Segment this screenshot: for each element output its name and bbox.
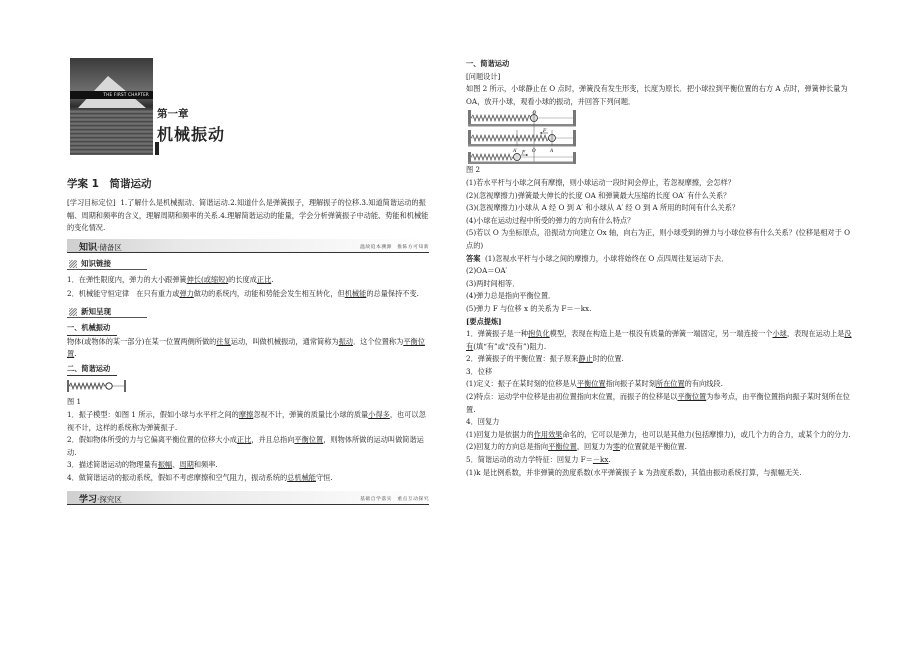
- label-o: O: [532, 111, 537, 117]
- answer-blank: 静止: [578, 354, 593, 364]
- text: (1)定义：振子在某时刻的位移是从: [466, 379, 577, 389]
- text: ，则物体所做的运动叫做简谐运动.: [67, 435, 424, 457]
- section-heading-vibration: 一、机械振动: [67, 322, 111, 332]
- answer-blank: 作用效果: [533, 429, 563, 439]
- problem-intro: 如图 2 所示，小球静止在 O 点时，弹簧没有发生形变，长度为原长．把小球拉到平衡位置的右方 A 点时，弹簧伸长量为 OA，放开小球，观看小球的振动，并回答下列问题．: [466, 84, 848, 106]
- text: 物体(或物体的某一部分)在某一位置两侧所做的: [67, 336, 217, 346]
- answer-blank: 振动: [338, 336, 353, 346]
- answer-blank: 抱负化: [528, 329, 550, 339]
- text: 做功的系统内，动能和势能会发生相互转化，但: [193, 289, 345, 299]
- shm-item-2: [67, 434, 429, 459]
- left-column: [67, 58, 429, 505]
- key-points-label: [要点提炼]: [466, 316, 502, 326]
- point-5a: (1)k 是比例系数，并非弹簧的劲度系数(水平弹簧振子 k 为劲度系数)，其值由振动系统打算，与振幅无关.: [466, 467, 802, 477]
- chapter-banner-text: THE FIRST CHAPTER: [103, 92, 149, 97]
- answer-blank: 周期: [179, 460, 194, 470]
- answer-blank: －kx: [592, 455, 609, 465]
- band-title: [79, 492, 122, 505]
- hatch-icon: [69, 260, 77, 268]
- answer-blank: 小球: [772, 329, 787, 339]
- objective-text: 1.了解什么是机械振动、简谐运动.2.知道什么是弹簧振子，理解振子的位移.3.知道简谐运动的振幅、周期和频率的含义，理解周期和频率的关系.4.理解简谐运动的能量，学会分析弹簧振子中动能、势能和机械能的变化情况.: [67, 198, 429, 233]
- answer-blank: 所在位置: [655, 379, 685, 389]
- chapter-banner: [70, 91, 153, 99]
- spring-oscillator-figure-1: [67, 380, 127, 392]
- answer-blank: 零: [612, 442, 620, 452]
- label-o2: O: [532, 149, 536, 155]
- point-3a: [466, 378, 853, 391]
- subheading-text: 新知呈现: [81, 306, 111, 316]
- text: (1)回复力是依据力的: [466, 429, 534, 439]
- shm-item-4: [67, 472, 429, 485]
- text: .: [271, 274, 274, 284]
- question-4: (4)小球在运动过程中所受的弹力的方向有什么特点？: [466, 215, 635, 225]
- point-4a: [466, 429, 853, 442]
- question-5: (5)若以 O 为坐标原点，沿振动方向建立 Ox 轴，向右为正，则小球受到的弹力与小球位移有什么关系？(位移是相对于 O 点的): [466, 228, 850, 250]
- text: .: [608, 455, 611, 465]
- answer-blank: 平衡位置: [294, 435, 324, 445]
- chapter-title: 机械振动: [157, 125, 226, 144]
- text: 的位置就是平衡位置.: [619, 442, 687, 452]
- answer-blank: 总机械能: [287, 472, 316, 482]
- band-title-sub: ·探究区: [97, 494, 122, 504]
- text: 的长度成: [228, 274, 257, 284]
- text: (2)特点：运动学中位移是由初位置指向末位置，而振子的位移是以: [466, 392, 678, 402]
- link-item-2: [67, 288, 429, 301]
- answer-blank: 伸长(或缩短): [186, 274, 229, 284]
- answer-5: (5)弹力 F 与位移 x 的关系为 F＝－kx.: [466, 303, 592, 313]
- text: 1．在弹性限度内，弹力的大小跟弹簧: [67, 274, 187, 284]
- learning-objective: [67, 197, 429, 235]
- text: (2)回复力的方向总是指向: [466, 442, 549, 452]
- question-2: (2)(忽视摩擦力)弹簧最大伸长的长度 OA 和弹簧最大压缩的长度 OA′ 有什么关系？: [466, 190, 731, 200]
- figure-2-caption: 图 2: [466, 165, 481, 175]
- point-4: 4．回复力: [466, 417, 500, 427]
- answer-2: (2)OA＝OA′: [466, 266, 508, 276]
- text: 命名的，它可以是弹力，也可以是其他力(包括摩擦力)，或几个力的合力，或某个力的分力.: [562, 429, 851, 439]
- answer-blank: 平衡位置: [67, 336, 425, 359]
- figure-1-caption: 图 1: [67, 397, 82, 407]
- text: 2．弹簧振子的平衡位置：振子原来: [466, 354, 579, 364]
- study-band: [67, 491, 429, 505]
- answer-1: [466, 253, 853, 266]
- band-title-main: 知识: [79, 242, 98, 253]
- text: (填“有”或“没有”)阻力.: [473, 341, 547, 351]
- chapter-cover-image: [70, 58, 153, 155]
- text: 模型，表现在构造上是一根没有质量的弹簧一端固定，另一端连接一个: [549, 329, 773, 339]
- text: .: [74, 349, 77, 359]
- point-2: [466, 353, 853, 366]
- text: ，并且总指向: [251, 435, 295, 445]
- text: 5．简谐运动的动力学特征：回复力 F＝: [466, 455, 593, 465]
- band-title: [79, 240, 122, 253]
- answer-4: (4)弹力总是指向平衡位置．: [466, 291, 556, 301]
- section-heading-shm: 一、简谐运动: [466, 59, 510, 68]
- shm-item-1: [67, 409, 429, 434]
- water-shape: [70, 110, 153, 155]
- answer-blank: 振幅: [157, 460, 173, 470]
- subheading-text: 知识链接: [81, 258, 111, 268]
- text: 运动，叫做机械振动，通常简称为: [230, 336, 339, 346]
- answer-3: (3)两时间相等．: [466, 278, 520, 288]
- shm-item-3: [67, 459, 429, 472]
- band-tag: 温故追本溯源 推陈方可知新: [360, 244, 429, 250]
- text: 、: [172, 460, 180, 470]
- text: 时的位置.: [592, 354, 624, 364]
- text: 4．做简谐运动的振动系统，假如不考虑摩擦和空气阻力，振动系统的: [67, 472, 288, 482]
- text: 1．振子模型：如图 1 所示，假如小球与水平杆之间的: [67, 409, 239, 419]
- point-5: [466, 454, 853, 467]
- answer-blank: 正比: [236, 435, 252, 445]
- text: 忽视不计，弹簧的质量比小球的质量: [253, 409, 369, 419]
- chapter-number: 第一章: [157, 108, 189, 120]
- spring-oscillator-figure-2: [468, 110, 578, 164]
- answer-blank: 正比: [256, 274, 272, 284]
- answer-blank: 往复: [216, 336, 231, 346]
- label-f2: F: [522, 150, 526, 156]
- text: 2．假如物体所受的力与它偏离平衡位置的位移大小成: [67, 435, 237, 445]
- band-title-sub: ·储备区: [97, 242, 122, 252]
- label-f: F: [543, 129, 547, 135]
- label-a-prime: A′: [513, 149, 518, 155]
- point-3b: [466, 391, 853, 416]
- chapter-header: [67, 58, 429, 158]
- answer-blank: 没有: [466, 329, 852, 351]
- text: 和频率.: [193, 460, 218, 470]
- text: (1)忽视水平杆与小球之间的摩擦力，小球将始终在 O 点四周往复运动下去．: [484, 253, 729, 263]
- case-title: 学案 1 简谐运动: [67, 178, 152, 190]
- text: 的总量保持不变.: [366, 289, 419, 299]
- text: 指向振子某时刻: [605, 379, 656, 389]
- answer-label: 答案: [466, 253, 481, 263]
- text: 为参考点，由平衡位置指向振子某时刻所在位置.: [466, 392, 850, 414]
- text: 3．描述简谐运动的物理量有: [67, 460, 158, 470]
- text: 2．机械能守恒定律 在只有重力或: [67, 289, 180, 299]
- knowledge-band: [67, 239, 429, 253]
- label-a: A: [550, 149, 554, 155]
- answer-blank: 小得多: [368, 409, 390, 419]
- text: ，表现在运动上是: [786, 329, 845, 339]
- knowledge-link-heading: [67, 258, 147, 270]
- text: 1．弹簧振子是一种: [466, 329, 529, 339]
- band-tag: 基础自学落实 重点互动探究: [360, 496, 429, 502]
- link-item-1: [67, 274, 429, 287]
- text: 的有向线段.: [684, 379, 723, 389]
- point-4b: [466, 441, 853, 454]
- right-column: [466, 58, 853, 479]
- objective-label: [学习目标定位]: [67, 198, 116, 207]
- problem-design-label: [问题设计]: [466, 71, 501, 81]
- answer-blank: 平衡位置: [548, 442, 577, 452]
- text: ，回复力为: [576, 442, 613, 452]
- answer-blank: 摩擦: [238, 409, 254, 419]
- answer-blank: 弹力: [179, 289, 194, 299]
- point-1: [466, 328, 853, 353]
- band-title-main: 学习: [79, 494, 98, 505]
- text: 守恒.: [315, 472, 333, 482]
- answer-blank: 机械能: [344, 289, 367, 299]
- question-1: (1)若水平杆与小球之间有摩擦，则小球运动一段时间会停止，若忽视摩擦，会怎样？: [466, 177, 735, 187]
- section-rule: [67, 375, 117, 376]
- new-knowledge-heading: [67, 306, 147, 318]
- section-heading-shm: 二、简谐运动: [67, 363, 111, 373]
- question-3: (3)(忽视摩擦力)小球从 A 经 O 到 A′ 和小球从 A′ 经 O 到 A 所用的时间有什么关系？: [466, 203, 740, 213]
- answer-blank: 平衡位置: [576, 379, 606, 389]
- text: ，也可以忽视不计，这样的系统称为弹簧振子.: [67, 409, 426, 432]
- vibration-definition: [67, 336, 429, 361]
- hatch-icon: [69, 308, 77, 316]
- text: ．这个位置称为: [352, 336, 404, 346]
- answer-blank: 平衡位置: [677, 392, 707, 402]
- point-3: 3．位移: [466, 366, 493, 376]
